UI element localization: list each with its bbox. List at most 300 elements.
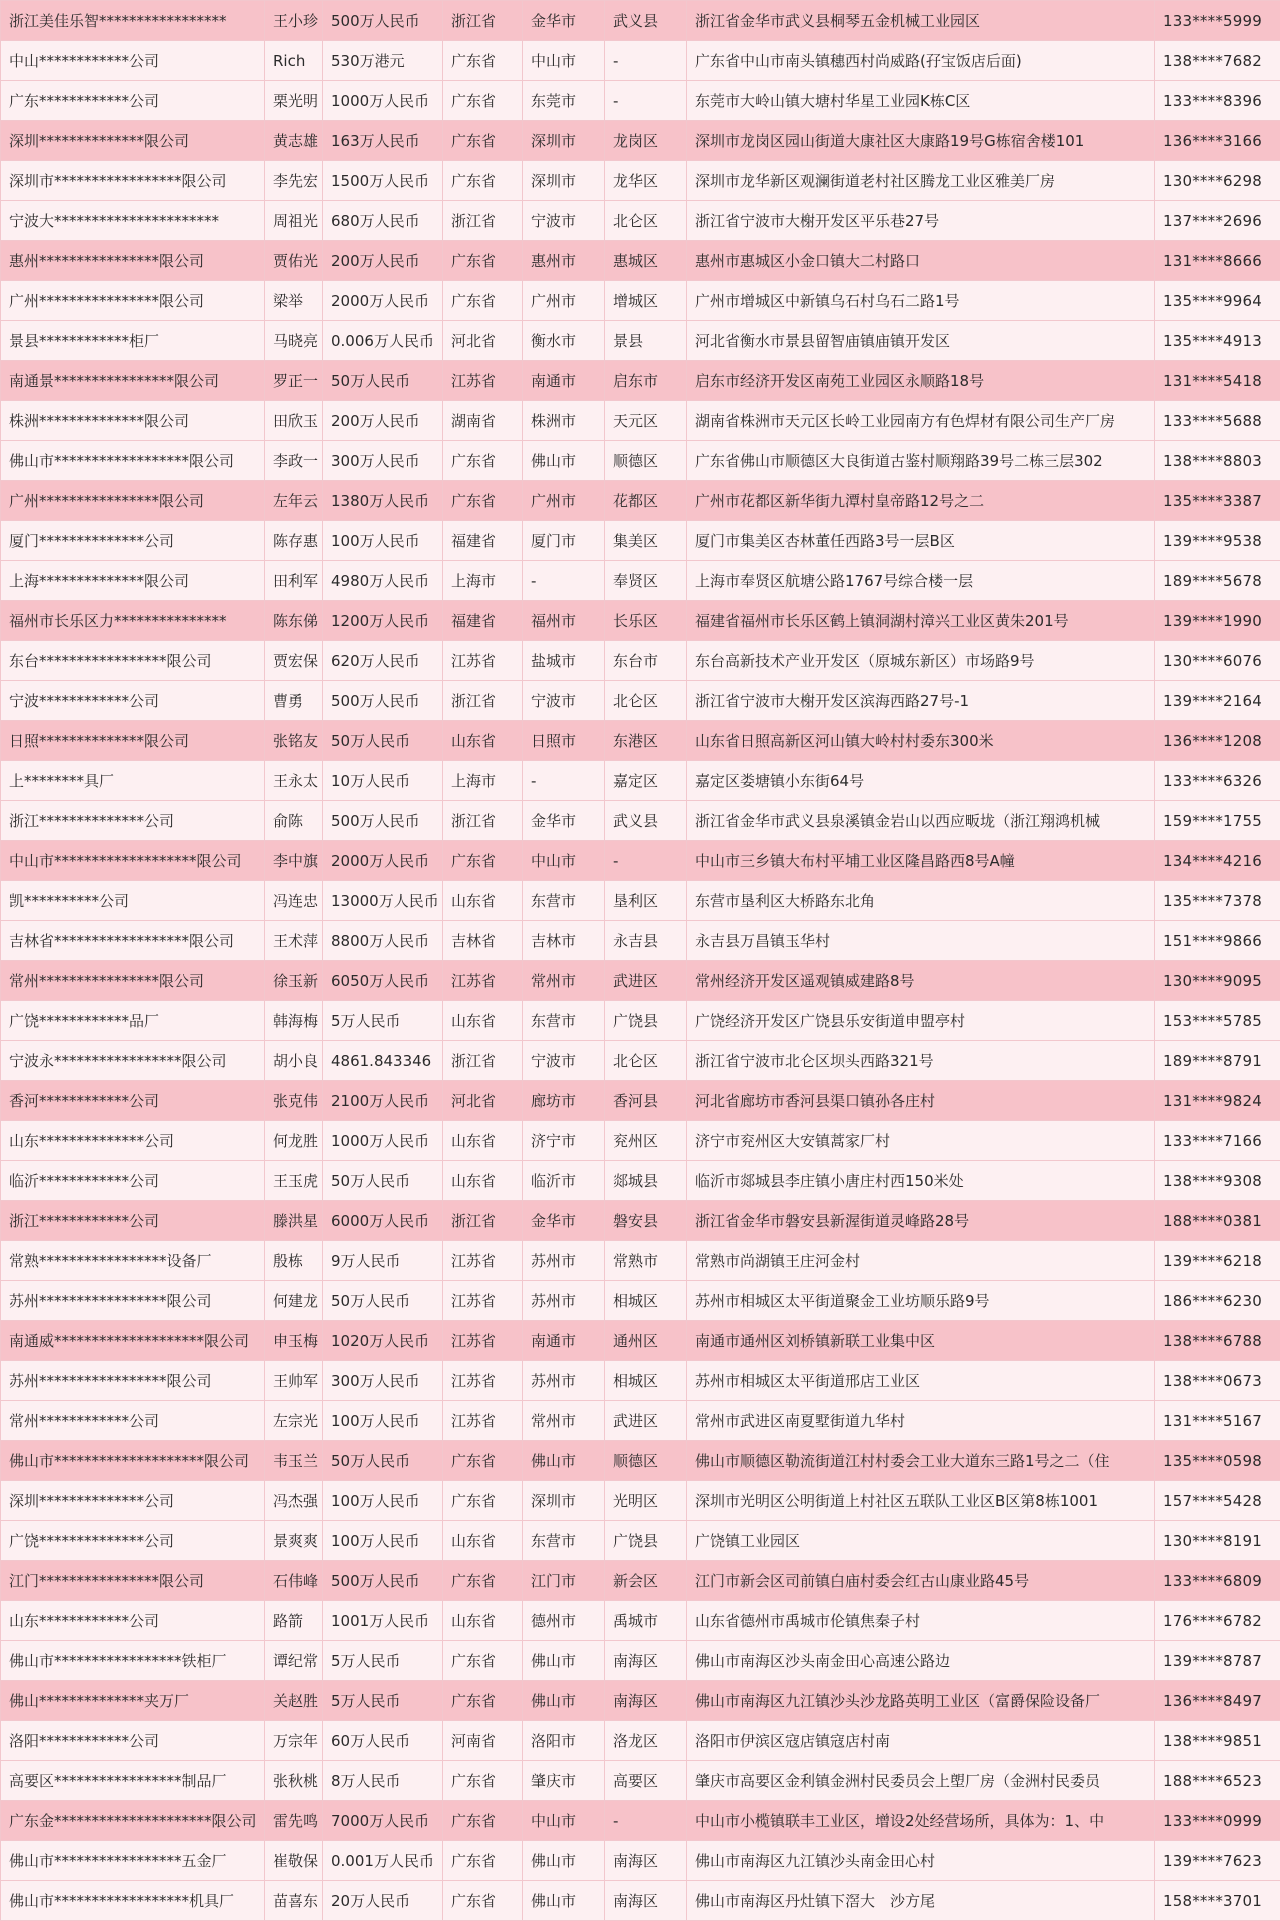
city-cell: 金华市 — [523, 801, 605, 841]
legal-person-cell: 栗光明 — [265, 81, 323, 121]
address-cell: 河北省衡水市景县留智庙镇庙镇开发区 — [687, 321, 1155, 361]
registered-capital-cell: 1000万人民币 — [323, 81, 443, 121]
province-cell: 广东省 — [443, 1481, 523, 1521]
address-cell: 嘉定区娄塘镇小东街64号 — [687, 761, 1155, 801]
legal-person-cell: 石伟峰 — [265, 1561, 323, 1601]
phone-cell: 138****9308 — [1155, 1161, 1280, 1201]
city-cell: 金华市 — [523, 1201, 605, 1241]
city-cell: 南通市 — [523, 1321, 605, 1361]
table-row[interactable] — [1, 1841, 1280, 1881]
phone-cell: 131****5418 — [1155, 361, 1280, 401]
district-cell: 增城区 — [605, 281, 687, 321]
registered-capital-cell: 1000万人民币 — [323, 1121, 443, 1161]
province-cell: 浙江省 — [443, 801, 523, 841]
legal-person-cell: 何龙胜 — [265, 1121, 323, 1161]
table-row[interactable] — [1, 161, 1280, 201]
district-cell: 兖州区 — [605, 1121, 687, 1161]
table-row[interactable] — [1, 1321, 1280, 1361]
province-cell: 广东省 — [443, 1801, 523, 1841]
phone-cell: 157****5428 — [1155, 1481, 1280, 1521]
phone-cell: 186****6230 — [1155, 1281, 1280, 1321]
district-cell: 广饶县 — [605, 1521, 687, 1561]
registered-capital-cell: 530万港元 — [323, 41, 443, 81]
phone-cell: 133****7166 — [1155, 1121, 1280, 1161]
registered-capital-cell: 50万人民币 — [323, 361, 443, 401]
address-cell: 佛山市南海区丹灶镇下滘大 沙方尾 — [687, 1881, 1155, 1921]
district-cell: - — [605, 41, 687, 81]
company-name-cell: 广州****************限公司 — [1, 281, 265, 321]
company-name-cell: 佛山市*****************五金厂 — [1, 1841, 265, 1881]
legal-person-cell: 贾佑光 — [265, 241, 323, 281]
phone-cell: 139****6218 — [1155, 1241, 1280, 1281]
address-cell: 江门市新会区司前镇白庙村委会红古山康业路45号 — [687, 1561, 1155, 1601]
city-cell: 东营市 — [523, 1001, 605, 1041]
address-cell: 苏州市相城区太平街道邢店工业区 — [687, 1361, 1155, 1401]
address-cell: 山东省日照高新区河山镇大岭村村委东300米 — [687, 721, 1155, 761]
address-cell: 东营市垦利区大桥路东北角 — [687, 881, 1155, 921]
phone-cell: 130****9095 — [1155, 961, 1280, 1001]
phone-cell: 130****8191 — [1155, 1521, 1280, 1561]
table-row[interactable] — [1, 1721, 1280, 1761]
legal-person-cell: 田欣玉 — [265, 401, 323, 441]
registered-capital-cell: 2100万人民币 — [323, 1081, 443, 1121]
phone-cell: 158****3701 — [1155, 1881, 1280, 1921]
table-row[interactable] — [1, 1881, 1280, 1921]
city-cell: 苏州市 — [523, 1241, 605, 1281]
company-name-cell: 江门****************限公司 — [1, 1561, 265, 1601]
table-row[interactable] — [1, 1041, 1280, 1081]
table-row[interactable] — [1, 1201, 1280, 1241]
legal-person-cell: 冯连忠 — [265, 881, 323, 921]
city-cell: 佛山市 — [523, 1681, 605, 1721]
phone-cell: 189****5678 — [1155, 561, 1280, 601]
province-cell: 广东省 — [443, 1841, 523, 1881]
city-cell: 中山市 — [523, 41, 605, 81]
company-name-cell: 广饶**************公司 — [1, 1521, 265, 1561]
company-name-cell: 佛山市********************限公司 — [1, 1441, 265, 1481]
registered-capital-cell: 1200万人民币 — [323, 601, 443, 641]
province-cell: 广东省 — [443, 1881, 523, 1921]
registered-capital-cell: 10万人民币 — [323, 761, 443, 801]
company-name-cell: 深圳**************公司 — [1, 1481, 265, 1521]
district-cell: 花都区 — [605, 481, 687, 521]
address-cell: 佛山市南海区九江镇沙头沙龙路英明工业区（富爵保险设备厂 — [687, 1681, 1155, 1721]
company-name-cell: 福州市长乐区力*************** — [1, 601, 265, 641]
legal-person-cell: 王小珍 — [265, 1, 323, 41]
company-name-cell: 上海**************限公司 — [1, 561, 265, 601]
province-cell: 江苏省 — [443, 1361, 523, 1401]
company-name-cell: 佛山市*****************铁柜厂 — [1, 1641, 265, 1681]
address-cell: 广饶镇工业园区 — [687, 1521, 1155, 1561]
district-cell: 南海区 — [605, 1841, 687, 1881]
table-row[interactable] — [1, 481, 1280, 521]
phone-cell: 136****1208 — [1155, 721, 1280, 761]
phone-cell: 139****1990 — [1155, 601, 1280, 641]
phone-cell: 130****6076 — [1155, 641, 1280, 681]
address-cell: 东台高新技术产业开发区（原城东新区）市场路9号 — [687, 641, 1155, 681]
phone-cell: 138****0673 — [1155, 1361, 1280, 1401]
address-cell: 深圳市龙华新区观澜街道老村社区腾龙工业区雅美厂房 — [687, 161, 1155, 201]
district-cell: 景县 — [605, 321, 687, 361]
registered-capital-cell: 500万人民币 — [323, 1, 443, 41]
legal-person-cell: 陈东俤 — [265, 601, 323, 641]
phone-cell: 138****6788 — [1155, 1321, 1280, 1361]
table-row[interactable] — [1, 1681, 1280, 1721]
district-cell: 高要区 — [605, 1761, 687, 1801]
city-cell: 惠州市 — [523, 241, 605, 281]
address-cell: 常州经济开发区遥观镇威建路8号 — [687, 961, 1155, 1001]
city-cell: 苏州市 — [523, 1361, 605, 1401]
city-cell: 广州市 — [523, 481, 605, 521]
company-name-cell: 佛山市******************机具厂 — [1, 1881, 265, 1921]
district-cell: 洛龙区 — [605, 1721, 687, 1761]
legal-person-cell: 韩海梅 — [265, 1001, 323, 1041]
city-cell: 洛阳市 — [523, 1721, 605, 1761]
district-cell: 启东市 — [605, 361, 687, 401]
table-row[interactable] — [1, 641, 1280, 681]
province-cell: 福建省 — [443, 601, 523, 641]
company-name-cell: 深圳**************限公司 — [1, 121, 265, 161]
registered-capital-cell: 500万人民币 — [323, 1561, 443, 1601]
district-cell: 通州区 — [605, 1321, 687, 1361]
registered-capital-cell: 60万人民币 — [323, 1721, 443, 1761]
registered-capital-cell: 100万人民币 — [323, 1521, 443, 1561]
district-cell: 南海区 — [605, 1681, 687, 1721]
company-name-cell: 高要区*****************制品厂 — [1, 1761, 265, 1801]
city-cell: 衡水市 — [523, 321, 605, 361]
district-cell: 东台市 — [605, 641, 687, 681]
province-cell: 广东省 — [443, 41, 523, 81]
table-row[interactable] — [1, 801, 1280, 841]
address-cell: 福建省福州市长乐区鹤上镇洞湖村漳兴工业区黄朱201号 — [687, 601, 1155, 641]
phone-cell: 136****3166 — [1155, 121, 1280, 161]
district-cell: 武义县 — [605, 801, 687, 841]
table-row[interactable] — [1, 1441, 1280, 1481]
legal-person-cell: 陈存惠 — [265, 521, 323, 561]
city-cell: 佛山市 — [523, 1441, 605, 1481]
city-cell: 株洲市 — [523, 401, 605, 441]
city-cell: 佛山市 — [523, 441, 605, 481]
district-cell: 集美区 — [605, 521, 687, 561]
phone-cell: 135****4913 — [1155, 321, 1280, 361]
company-name-cell: 香河************公司 — [1, 1081, 265, 1121]
district-cell: 长乐区 — [605, 601, 687, 641]
district-cell: 永吉县 — [605, 921, 687, 961]
legal-person-cell: 梁举 — [265, 281, 323, 321]
company-name-cell: 广州****************限公司 — [1, 481, 265, 521]
address-cell: 山东省德州市禹城市伦镇焦秦子村 — [687, 1601, 1155, 1641]
table-row[interactable] — [1, 921, 1280, 961]
table-row[interactable] — [1, 521, 1280, 561]
address-cell: 佛山市南海区九江镇沙头南金田心村 — [687, 1841, 1155, 1881]
legal-person-cell: 左宗光 — [265, 1401, 323, 1441]
company-name-cell: 山东**************公司 — [1, 1121, 265, 1161]
table-row[interactable] — [1, 721, 1280, 761]
city-cell: 东营市 — [523, 881, 605, 921]
table-row[interactable] — [1, 281, 1280, 321]
table-row[interactable] — [1, 1801, 1280, 1841]
province-cell: 广东省 — [443, 281, 523, 321]
address-cell: 广州市花都区新华街九潭村皇帝路12号之二 — [687, 481, 1155, 521]
province-cell: 广东省 — [443, 1441, 523, 1481]
legal-person-cell: 马晓亮 — [265, 321, 323, 361]
company-name-cell: 上********具厂 — [1, 761, 265, 801]
company-name-cell: 山东************公司 — [1, 1601, 265, 1641]
district-cell: 嘉定区 — [605, 761, 687, 801]
table-row[interactable] — [1, 81, 1280, 121]
legal-person-cell: 王玉虎 — [265, 1161, 323, 1201]
province-cell: 江苏省 — [443, 641, 523, 681]
company-name-cell: 佛山**************夹万厂 — [1, 1681, 265, 1721]
table-row[interactable] — [1, 881, 1280, 921]
phone-cell: 133****8396 — [1155, 81, 1280, 121]
city-cell: 肇庆市 — [523, 1761, 605, 1801]
city-cell: 济宁市 — [523, 1121, 605, 1161]
legal-person-cell: 张克伟 — [265, 1081, 323, 1121]
city-cell: 福州市 — [523, 601, 605, 641]
address-cell: 浙江省金华市武义县泉溪镇金岩山以西应畈垅（浙江翔鸿机械 — [687, 801, 1155, 841]
address-cell: 佛山市顺德区勒流街道江村村委会工业大道东三路1号之二（住 — [687, 1441, 1155, 1481]
address-cell: 广东省佛山市顺德区大良街道古鉴村顺翔路39号二栋三层302 — [687, 441, 1155, 481]
company-name-cell: 惠州****************限公司 — [1, 241, 265, 281]
company-name-cell: 浙江************公司 — [1, 1201, 265, 1241]
legal-person-cell: 申玉梅 — [265, 1321, 323, 1361]
phone-cell: 151****9866 — [1155, 921, 1280, 961]
registered-capital-cell: 50万人民币 — [323, 1441, 443, 1481]
district-cell: 武义县 — [605, 1, 687, 41]
province-cell: 广东省 — [443, 841, 523, 881]
registered-capital-cell: 0.006万人民币 — [323, 321, 443, 361]
table-row[interactable] — [1, 41, 1280, 81]
registered-capital-cell: 163万人民币 — [323, 121, 443, 161]
table-row[interactable] — [1, 1761, 1280, 1801]
phone-cell: 153****5785 — [1155, 1001, 1280, 1041]
table-row[interactable] — [1, 1161, 1280, 1201]
phone-cell: 133****5999 — [1155, 1, 1280, 41]
company-name-cell: 株洲**************限公司 — [1, 401, 265, 441]
district-cell: 郯城县 — [605, 1161, 687, 1201]
district-cell: 北仑区 — [605, 1041, 687, 1081]
company-name-cell: 宁波大********************** — [1, 201, 265, 241]
legal-person-cell: 田利军 — [265, 561, 323, 601]
district-cell: - — [605, 81, 687, 121]
legal-person-cell: 曹勇 — [265, 681, 323, 721]
district-cell: 南海区 — [605, 1641, 687, 1681]
phone-cell: 133****6326 — [1155, 761, 1280, 801]
province-cell: 福建省 — [443, 521, 523, 561]
city-cell: - — [523, 561, 605, 601]
address-cell: 永吉县万昌镇玉华村 — [687, 921, 1155, 961]
phone-cell: 139****7623 — [1155, 1841, 1280, 1881]
table-row[interactable] — [1, 1601, 1280, 1641]
company-name-cell: 宁波************公司 — [1, 681, 265, 721]
legal-person-cell: 李先宏 — [265, 161, 323, 201]
table-row[interactable] — [1, 841, 1280, 881]
registered-capital-cell: 100万人民币 — [323, 1401, 443, 1441]
province-cell: 上海市 — [443, 561, 523, 601]
city-cell: 深圳市 — [523, 161, 605, 201]
legal-person-cell: 景爽爽 — [265, 1521, 323, 1561]
phone-cell: 136****8497 — [1155, 1681, 1280, 1721]
registered-capital-cell: 9万人民币 — [323, 1241, 443, 1281]
province-cell: 河北省 — [443, 321, 523, 361]
district-cell: 龙华区 — [605, 161, 687, 201]
table-row[interactable] — [1, 601, 1280, 641]
table-row[interactable] — [1, 1001, 1280, 1041]
table-row[interactable] — [1, 561, 1280, 601]
table-row[interactable] — [1, 1, 1280, 41]
phone-cell: 135****3387 — [1155, 481, 1280, 521]
district-cell: 武进区 — [605, 961, 687, 1001]
company-name-cell: 广东金*********************限公司 — [1, 1801, 265, 1841]
table-row[interactable] — [1, 1481, 1280, 1521]
province-cell: 山东省 — [443, 1001, 523, 1041]
company-name-cell: 宁波永*****************限公司 — [1, 1041, 265, 1081]
table-row[interactable] — [1, 761, 1280, 801]
registered-capital-cell: 500万人民币 — [323, 801, 443, 841]
registered-capital-cell: 0.001万人民币 — [323, 1841, 443, 1881]
registered-capital-cell: 4861.843346 — [323, 1041, 443, 1081]
phone-cell: 139****9538 — [1155, 521, 1280, 561]
city-cell: 中山市 — [523, 841, 605, 881]
address-cell: 临沂市郯城县李庄镇小唐庄村西150米处 — [687, 1161, 1155, 1201]
company-name-cell: 凯**********公司 — [1, 881, 265, 921]
district-cell: 北仑区 — [605, 201, 687, 241]
address-cell: 浙江省宁波市大榭开发区平乐巷27号 — [687, 201, 1155, 241]
company-name-cell: 苏州*****************限公司 — [1, 1281, 265, 1321]
registered-capital-cell: 5万人民币 — [323, 1681, 443, 1721]
phone-cell: 138****7682 — [1155, 41, 1280, 81]
phone-cell: 138****9851 — [1155, 1721, 1280, 1761]
table-row[interactable] — [1, 681, 1280, 721]
table-row[interactable] — [1, 441, 1280, 481]
registered-capital-cell: 5万人民币 — [323, 1641, 443, 1681]
address-cell: 广东省中山市南头镇穗西村尚威路(孖宝饭店后面) — [687, 41, 1155, 81]
province-cell: 广东省 — [443, 441, 523, 481]
phone-cell: 137****2696 — [1155, 201, 1280, 241]
phone-cell: 188****6523 — [1155, 1761, 1280, 1801]
registered-capital-cell: 8800万人民币 — [323, 921, 443, 961]
district-cell: 奉贤区 — [605, 561, 687, 601]
district-cell: 南海区 — [605, 1881, 687, 1921]
registered-capital-cell: 300万人民币 — [323, 441, 443, 481]
registered-capital-cell: 500万人民币 — [323, 681, 443, 721]
district-cell: 相城区 — [605, 1361, 687, 1401]
table-row[interactable] — [1, 1361, 1280, 1401]
legal-person-cell: 罗正一 — [265, 361, 323, 401]
province-cell: 广东省 — [443, 81, 523, 121]
phone-cell: 131****9824 — [1155, 1081, 1280, 1121]
address-cell: 浙江省宁波市大榭开发区滨海西路27号-1 — [687, 681, 1155, 721]
district-cell: 垦利区 — [605, 881, 687, 921]
district-cell: 光明区 — [605, 1481, 687, 1521]
province-cell: 广东省 — [443, 1761, 523, 1801]
table-row[interactable] — [1, 1561, 1280, 1601]
legal-person-cell: 滕洪星 — [265, 1201, 323, 1241]
city-cell: 常州市 — [523, 961, 605, 1001]
phone-cell: 135****7378 — [1155, 881, 1280, 921]
registered-capital-cell: 4980万人民币 — [323, 561, 443, 601]
phone-cell: 189****8791 — [1155, 1041, 1280, 1081]
phone-cell: 133****5688 — [1155, 401, 1280, 441]
phone-cell: 133****0999 — [1155, 1801, 1280, 1841]
table-row[interactable] — [1, 1521, 1280, 1561]
province-cell: 浙江省 — [443, 1041, 523, 1081]
table-row[interactable] — [1, 121, 1280, 161]
table-row[interactable] — [1, 201, 1280, 241]
legal-person-cell: 李政一 — [265, 441, 323, 481]
company-name-cell: 广东************公司 — [1, 81, 265, 121]
legal-person-cell: 李中旗 — [265, 841, 323, 881]
province-cell: 广东省 — [443, 121, 523, 161]
table-row[interactable] — [1, 1641, 1280, 1681]
legal-person-cell: 贾宏保 — [265, 641, 323, 681]
phone-cell: 176****6782 — [1155, 1601, 1280, 1641]
province-cell: 江苏省 — [443, 1401, 523, 1441]
address-cell: 浙江省金华市磐安县新渥街道灵峰路28号 — [687, 1201, 1155, 1241]
city-cell: 佛山市 — [523, 1841, 605, 1881]
table-row[interactable] — [1, 961, 1280, 1001]
province-cell: 江苏省 — [443, 1241, 523, 1281]
table-row[interactable] — [1, 361, 1280, 401]
table-row[interactable] — [1, 1241, 1280, 1281]
table-row[interactable] — [1, 321, 1280, 361]
registered-capital-cell: 100万人民币 — [323, 1481, 443, 1521]
legal-person-cell: 王永太 — [265, 761, 323, 801]
table-row[interactable] — [1, 241, 1280, 281]
registered-capital-cell: 1001万人民币 — [323, 1601, 443, 1641]
legal-person-cell: 殷栋 — [265, 1241, 323, 1281]
table-row[interactable] — [1, 1081, 1280, 1121]
city-cell: 深圳市 — [523, 1481, 605, 1521]
table-row[interactable] — [1, 1281, 1280, 1321]
province-cell: 江苏省 — [443, 361, 523, 401]
province-cell: 山东省 — [443, 1521, 523, 1561]
district-cell: 香河县 — [605, 1081, 687, 1121]
province-cell: 吉林省 — [443, 921, 523, 961]
city-cell: 佛山市 — [523, 1641, 605, 1681]
address-cell: 佛山市南海区沙头南金田心高速公路边 — [687, 1641, 1155, 1681]
address-cell: 东莞市大岭山镇大塘村华星工业园K栋C区 — [687, 81, 1155, 121]
registered-capital-cell: 680万人民币 — [323, 201, 443, 241]
address-cell: 常州市武进区南夏墅街道九华村 — [687, 1401, 1155, 1441]
phone-cell: 139****2164 — [1155, 681, 1280, 721]
company-name-cell: 常熟*****************设备厂 — [1, 1241, 265, 1281]
address-cell: 上海市奉贤区航塘公路1767号综合楼一层 — [687, 561, 1155, 601]
table-row[interactable] — [1, 1401, 1280, 1441]
table-row[interactable] — [1, 401, 1280, 441]
table-row[interactable] — [1, 1121, 1280, 1161]
registered-capital-cell: 620万人民币 — [323, 641, 443, 681]
address-cell: 厦门市集美区杏林董任西路3号一层B区 — [687, 521, 1155, 561]
registered-capital-cell: 13000万人民币 — [323, 881, 443, 921]
address-cell: 肇庆市高要区金利镇金洲村民委员会上塱厂房（金洲村民委员 — [687, 1761, 1155, 1801]
province-cell: 浙江省 — [443, 1201, 523, 1241]
province-cell: 河南省 — [443, 1721, 523, 1761]
address-cell: 南通市通州区刘桥镇新联工业集中区 — [687, 1321, 1155, 1361]
legal-person-cell: 谭纪常 — [265, 1641, 323, 1681]
registered-capital-cell: 1380万人民币 — [323, 481, 443, 521]
company-name-cell: 浙江美佳乐智***************** — [1, 1, 265, 41]
company-name-cell: 日照**************限公司 — [1, 721, 265, 761]
legal-person-cell: 左年云 — [265, 481, 323, 521]
district-cell: 北仑区 — [605, 681, 687, 721]
province-cell: 浙江省 — [443, 201, 523, 241]
province-cell: 山东省 — [443, 721, 523, 761]
province-cell: 广东省 — [443, 241, 523, 281]
legal-person-cell: 张铭友 — [265, 721, 323, 761]
district-cell: - — [605, 841, 687, 881]
